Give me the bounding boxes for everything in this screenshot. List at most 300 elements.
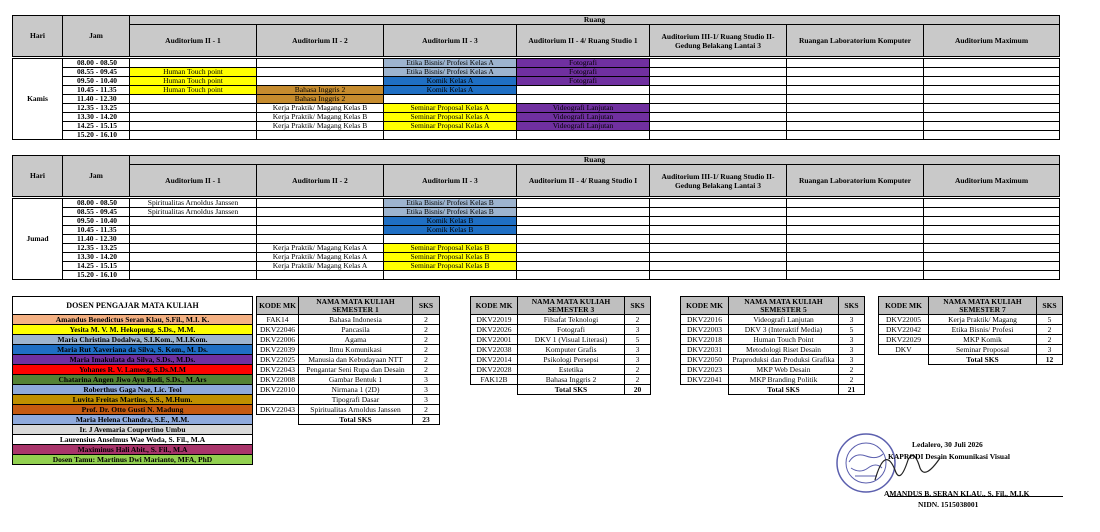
course-table-semester-3: [470, 296, 651, 395]
course-sks: 2: [413, 355, 440, 365]
lecturer-name: Roberthus Gaga Nae, Lic. Teol: [13, 385, 253, 395]
schedule-cell: [924, 59, 1060, 68]
room-header: Auditorium II - 4/ Ruang Studio 1: [517, 25, 650, 57]
schedule-cell: [130, 253, 257, 262]
course-sks: 5: [1037, 315, 1063, 325]
lecturer-name: Maria Helena Chandra, S.E., M.M.: [13, 415, 253, 425]
schedule-cell: Spiritualitas Arnoldus Janssen: [130, 208, 257, 217]
schedule-cell: Seminar Proposal Kelas A: [384, 122, 517, 131]
course-sks: 3: [839, 315, 865, 325]
room-header: Auditorium II - 2: [257, 165, 384, 197]
schedule-cell: [787, 262, 924, 271]
lecturer-name: Amandus Benedictus Seran Klau, S.Fil., M.I. K.: [13, 315, 253, 325]
course-code: [257, 395, 299, 405]
schedule-cell: [650, 244, 787, 253]
schedule-cell: Komik Kelas A: [384, 77, 517, 86]
schedule-cell: [130, 104, 257, 113]
schedule-cell: Komik Kelas B: [384, 217, 517, 226]
schedule-cell: [130, 95, 257, 104]
time-slot: 11.40 - 12.30: [63, 235, 130, 244]
total-empty: [879, 355, 929, 365]
room-header: Ruangan Laboratorium Komputer: [787, 165, 924, 197]
course-row: [681, 315, 865, 325]
course-sks: 2: [413, 345, 440, 355]
schedule-cell: Fotografi: [517, 77, 650, 86]
schedule-cell: [384, 95, 517, 104]
course-sks: 2: [413, 405, 440, 415]
total-empty: [471, 385, 518, 395]
course-name: Manusia dan Kebudayaan NTT: [299, 355, 413, 365]
schedule-cell: [650, 131, 787, 140]
course-code: DKV22042: [879, 325, 929, 335]
course-name: DKV 3 (Interaktif Media): [729, 325, 839, 335]
course-code: DKV22039: [257, 345, 299, 355]
lecturer-name: Ir. J Avemaria Coupertino Umbu: [13, 425, 253, 435]
course-name: Psikologi Persepsi: [518, 355, 625, 365]
schedule-cell: [924, 271, 1060, 280]
course-sks: 2: [413, 365, 440, 375]
course-code: DKV22014: [471, 355, 518, 365]
lecturer-row: [13, 415, 253, 425]
lecturer-row: [13, 425, 253, 435]
schedule-cell: [650, 199, 787, 208]
schedule-cell: [257, 271, 384, 280]
schedule-cell: [257, 59, 384, 68]
course-row: [471, 365, 651, 375]
course-code: DKV22006: [257, 335, 299, 345]
time-slot: 13.30 - 14.20: [63, 253, 130, 262]
course-row: [471, 345, 651, 355]
lecturer-name: Yohanes R. V. Lamesg, S.Ds.M.M: [13, 365, 253, 375]
course-row: [257, 345, 440, 355]
course-header-row: [471, 297, 651, 315]
schedule-row: [13, 208, 1060, 217]
schedule-cell: Etika Bisnis/ Profesi Kelas A: [384, 59, 517, 68]
signature-place-date: Ledalero, 30 Juli 2026: [912, 440, 983, 449]
time-slot: 13.30 - 14.20: [63, 113, 130, 122]
schedule-cell: [924, 77, 1060, 86]
schedule-cell: [517, 253, 650, 262]
course-sks: 3: [413, 395, 440, 405]
schedule-cell: [787, 226, 924, 235]
schedule-cell: [650, 217, 787, 226]
hari-header: Hari: [13, 16, 63, 57]
lecturer-name: Dosen Tamu: Martinus Dwi Marianto, MFA, PhD: [13, 455, 253, 465]
course-name: Metodologi Riset Desain: [729, 345, 839, 355]
signature-underline: [888, 496, 1063, 497]
course-row: [257, 395, 440, 405]
course-name: Gambar Bentuk 1: [299, 375, 413, 385]
schedule-cell: [650, 226, 787, 235]
schedule-row: [13, 86, 1060, 95]
schedule-cell: [924, 217, 1060, 226]
time-slot: 12.35 - 13.25: [63, 244, 130, 253]
course-name: MKP Branding Politik: [729, 375, 839, 385]
course-sks: 2: [625, 365, 651, 375]
schedule-cell: Komik Kelas A: [384, 86, 517, 95]
time-slot: 09.50 - 10.40: [63, 217, 130, 226]
total-value: 12: [1037, 355, 1063, 365]
kode-header: KODE MK: [257, 297, 299, 315]
lecturer-name: Maria Imakulata da Silva, S.Ds., M.Ds.: [13, 355, 253, 365]
course-row: [471, 325, 651, 335]
nama-title: NAMA MATA KULIAH: [531, 296, 611, 306]
time-slot: 15.20 - 16.10: [63, 131, 130, 140]
course-sks: 2: [1037, 335, 1063, 345]
course-row: [681, 345, 865, 355]
schedule-cell: [650, 271, 787, 280]
course-name: Filsafat Teknologi: [518, 315, 625, 325]
course-row: [257, 325, 440, 335]
schedule-cell: Videografi Lanjutan: [517, 104, 650, 113]
schedule-cell: [517, 244, 650, 253]
course-sks: 3: [413, 375, 440, 385]
course-row: [257, 335, 440, 345]
sks-header: SKS: [413, 297, 440, 315]
lecturer-row: [13, 385, 253, 395]
course-row: [257, 355, 440, 365]
course-row: [257, 405, 440, 415]
schedule-cell: [924, 86, 1060, 95]
total-empty: [257, 415, 299, 425]
schedule-cell: [650, 208, 787, 217]
schedule-cell: Etika Bisnis/ Profesi Kelas B: [384, 199, 517, 208]
course-code: FAK14: [257, 315, 299, 325]
lecturer-row: [13, 365, 253, 375]
schedule-row: [13, 244, 1060, 253]
lecturer-row: [13, 325, 253, 335]
course-row: [681, 375, 865, 385]
course-row: [257, 375, 440, 385]
total-value: 21: [839, 385, 865, 395]
course-name: Praproduksi dan Produksi Grafika: [729, 355, 839, 365]
lecturer-row: [13, 335, 253, 345]
course-sks: 3: [1037, 345, 1063, 355]
room-header: Auditorium II - 2: [257, 25, 384, 57]
lecturer-name: Yesita M. V. M. Hekopung, S.Ds., M.M.: [13, 325, 253, 335]
schedule-cell: [787, 199, 924, 208]
schedule-cell: Spiritualitas Arnoldus Janssen: [130, 199, 257, 208]
total-value: 23: [413, 415, 440, 425]
room-header: Auditorium II - 3: [384, 165, 517, 197]
course-row: [879, 335, 1063, 345]
hari-header: Hari: [13, 156, 63, 197]
schedule-row: [13, 131, 1060, 140]
schedule-cell: [130, 244, 257, 253]
lecturer-name: Maximinus Hali Abit., S. Fil., M.A: [13, 445, 253, 455]
course-table-semester-5: [680, 296, 865, 395]
schedule-cell: [787, 95, 924, 104]
time-slot: 15.20 - 16.10: [63, 271, 130, 280]
course-name: Bahasa Indonesia: [299, 315, 413, 325]
schedule-cell: Etika Bisnis/ Profesi Kelas B: [384, 208, 517, 217]
schedule-cell: [130, 235, 257, 244]
total-label: Total SKS: [729, 385, 839, 395]
course-name: Fotografi: [518, 325, 625, 335]
course-name: Etika Bisnis/ Profesi: [929, 325, 1037, 335]
course-row: [681, 325, 865, 335]
schedule-cell: Kerja Praktik/ Magang Kelas B: [257, 122, 384, 131]
course-header-row: [879, 297, 1063, 315]
time-slot: 08.55 - 09.45: [63, 208, 130, 217]
nama-title: NAMA MATA KULIAH: [943, 296, 1022, 306]
schedule-cell: Human Touch point: [130, 77, 257, 86]
schedule-cell: [924, 262, 1060, 271]
room-header: Auditorium II - 4/ Ruang Studio I: [517, 165, 650, 197]
course-code: DKV22010: [257, 385, 299, 395]
schedule-cell: [787, 68, 924, 77]
course-sks: 3: [413, 385, 440, 395]
course-code: DKV22038: [471, 345, 518, 355]
schedule-cell: [787, 86, 924, 95]
schedule-cell: Kerja Praktik/ Magang Kelas B: [257, 104, 384, 113]
course-name: Human Touch Point: [729, 335, 839, 345]
course-row: [879, 325, 1063, 335]
lecturer-row: [13, 405, 253, 415]
course-code: DKV: [879, 345, 929, 355]
course-row: [681, 365, 865, 375]
lecturer-name: Maria Rut Xaveriana da Silva, S. Kom., M. Ds.: [13, 345, 253, 355]
schedule-cell: [650, 95, 787, 104]
schedule-cell: [924, 104, 1060, 113]
room-header: Ruangan Laboratorium Komputer: [787, 25, 924, 57]
course-code: DKV22003: [681, 325, 729, 335]
schedule-cell: [924, 253, 1060, 262]
schedule-cell: Kerja Praktik/ Magang Kelas A: [257, 253, 384, 262]
schedule-row: [13, 262, 1060, 271]
schedule-cell: [787, 122, 924, 131]
course-sks: 3: [839, 355, 865, 365]
kode-header: KODE MK: [879, 297, 929, 315]
lecturer-row: [13, 395, 253, 405]
schedule-cell: Videografi Lanjutan: [517, 122, 650, 131]
schedule-row: [13, 235, 1060, 244]
course-name: Kerja Praktik/ Magang: [929, 315, 1037, 325]
course-row: [471, 315, 651, 325]
schedule-cell: [130, 131, 257, 140]
schedule-cell: [924, 122, 1060, 131]
schedule-cell: [787, 131, 924, 140]
jam-header: Jam: [63, 16, 130, 57]
day-label: Kamis: [13, 59, 63, 140]
course-name: MKP Komik: [929, 335, 1037, 345]
schedule-cell: Etika Bisnis/ Profesi Kelas A: [384, 68, 517, 77]
course-code: DKV22019: [471, 315, 518, 325]
time-slot: 11.40 - 12.30: [63, 95, 130, 104]
time-slot: 14.25 - 15.15: [63, 262, 130, 271]
schedule-cell: Komik Kelas B: [384, 226, 517, 235]
schedule-row: [13, 271, 1060, 280]
course-name: Nirmana 1 (2D): [299, 385, 413, 395]
schedule-cell: [650, 77, 787, 86]
course-name: DKV 1 (Visual Literasi): [518, 335, 625, 345]
course-code: DKV22026: [471, 325, 518, 335]
room-header: Auditorium Maximum: [924, 25, 1060, 57]
signature-nidn: NIDN. 1515038001: [918, 500, 979, 509]
schedule-cell: [787, 235, 924, 244]
schedule-row: [13, 104, 1060, 113]
room-header: Auditorium III-1/ Ruang Studio II- Gedung Belakang Lantai 3: [650, 25, 787, 57]
course-code: DKV22025: [257, 355, 299, 365]
sks-header: SKS: [839, 297, 865, 315]
schedule-row: [13, 59, 1060, 68]
kode-header: KODE MK: [471, 297, 518, 315]
signature-role: KAPRODI Desain Komunikasi Visual: [888, 452, 1010, 461]
schedule-cell: Kerja Praktik/ Magang Kelas A: [257, 262, 384, 271]
time-slot: 08.00 - 08.50: [63, 59, 130, 68]
course-name: Ilmu Komunikasi: [299, 345, 413, 355]
time-slot: 10.45 - 11.35: [63, 86, 130, 95]
room-header: Auditorium III-1/ Ruang Studio II- Gedung Belakang Lantai 3: [650, 165, 787, 197]
course-table-semester-1: [256, 296, 440, 425]
room-header: Auditorium II - 1: [130, 25, 257, 57]
course-code: DKV22008: [257, 375, 299, 385]
course-row: [681, 335, 865, 345]
schedule-cell: [130, 226, 257, 235]
course-name: Komputer Grafis: [518, 345, 625, 355]
course-row: [471, 335, 651, 345]
total-label: Total SKS: [929, 355, 1037, 365]
course-sks: 3: [625, 345, 651, 355]
schedule-cell: [517, 235, 650, 244]
room-header: Auditorium II - 1: [130, 165, 257, 197]
course-row: [471, 355, 651, 365]
course-code: DKV22043: [257, 365, 299, 375]
course-sks: 3: [839, 335, 865, 345]
lecturer-row: [13, 375, 253, 385]
course-row: [471, 375, 651, 385]
schedule-cell: [130, 113, 257, 122]
schedule-cell: [384, 131, 517, 140]
course-code: DKV22029: [879, 335, 929, 345]
schedule-cell: Videografi Lanjutan: [517, 113, 650, 122]
schedule-cell: [787, 104, 924, 113]
schedule-cell: [924, 95, 1060, 104]
course-name: Estetika: [518, 365, 625, 375]
total-label: Total SKS: [299, 415, 413, 425]
course-code: DKV22041: [681, 375, 729, 385]
total-empty: [681, 385, 729, 395]
schedule-row: [13, 199, 1060, 208]
course-name: Seminar Proposal: [929, 345, 1037, 355]
total-row: [879, 355, 1063, 365]
schedule-cell: [517, 271, 650, 280]
schedule-cell: [130, 59, 257, 68]
schedule-cell: [924, 235, 1060, 244]
schedule-cell: [130, 262, 257, 271]
schedule-cell: [517, 262, 650, 271]
schedule-cell: [787, 253, 924, 262]
course-name: Spiritualitas Arnoldus Janssen: [299, 405, 413, 415]
course-name: Pengantar Seni Rupa dan Desain: [299, 365, 413, 375]
course-name: Bahasa Inggris 2: [518, 375, 625, 385]
course-code: DKV22005: [879, 315, 929, 325]
schedule-cell: [257, 199, 384, 208]
schedule-row: [13, 226, 1060, 235]
course-table-semester-7: [878, 296, 1063, 365]
schedule-cell: [257, 208, 384, 217]
schedule-cell: [650, 122, 787, 131]
schedule-cell: Bahasa Inggris 2: [257, 95, 384, 104]
total-label: Total SKS: [518, 385, 625, 395]
course-name: MKP Web Desain: [729, 365, 839, 375]
course-code: FAK12B: [471, 375, 518, 385]
schedule-cell: [257, 68, 384, 77]
nama-title: NAMA MATA KULIAH: [744, 296, 823, 306]
schedule-row: [13, 217, 1060, 226]
schedule-cell: [787, 77, 924, 86]
schedule-cell: [787, 217, 924, 226]
schedule-cell: [650, 113, 787, 122]
schedule-row: [13, 253, 1060, 262]
lecturer-row: [13, 445, 253, 455]
nama-header: [299, 297, 413, 315]
schedule-cell: Seminar Proposal Kelas A: [384, 113, 517, 122]
schedule-cell: [257, 217, 384, 226]
schedule-cell: Kerja Praktik/ Magang Kelas A: [257, 244, 384, 253]
semester-label: SEMESTER 7: [959, 304, 1006, 314]
room-header: Auditorium Maximum: [924, 165, 1060, 197]
course-code: DKV22018: [681, 335, 729, 345]
course-row: [257, 365, 440, 375]
course-sks: 2: [413, 325, 440, 335]
schedule-cell: [257, 226, 384, 235]
semester-label: SEMESTER 5: [760, 304, 807, 314]
course-code: DKV22028: [471, 365, 518, 375]
schedule-row: [13, 113, 1060, 122]
sks-header: SKS: [1037, 297, 1063, 315]
course-code: DKV22046: [257, 325, 299, 335]
course-code: DKV22031: [681, 345, 729, 355]
ruang-header: Ruang: [130, 16, 1060, 25]
lecturer-row: [13, 355, 253, 365]
total-row: [681, 385, 865, 395]
lecturer-row: [13, 315, 253, 325]
lecturer-name: Prof. Dr. Otto Gusti N. Madung: [13, 405, 253, 415]
course-sks: 2: [413, 335, 440, 345]
time-slot: 08.00 - 08.50: [63, 199, 130, 208]
time-slot: 12.35 - 13.25: [63, 104, 130, 113]
schedule-cell: [787, 59, 924, 68]
schedule-cell: [257, 235, 384, 244]
schedule-table-jumad: [12, 155, 1060, 280]
nama-header: [729, 297, 839, 315]
schedule-cell: [924, 113, 1060, 122]
day-label: Jumad: [13, 199, 63, 280]
lecturer-name: Laurensius Anselmus Wae Woda, S. Fil., M.A: [13, 435, 253, 445]
course-sks: 2: [839, 365, 865, 375]
room-header: Auditorium II - 3: [384, 25, 517, 57]
schedule-table-kamis: [12, 15, 1060, 140]
lecturer-row: [13, 345, 253, 355]
course-sks: 2: [625, 375, 651, 385]
course-code: DKV22001: [471, 335, 518, 345]
schedule-cell: [517, 86, 650, 95]
schedule-cell: [650, 68, 787, 77]
nama-header: [929, 297, 1037, 315]
semester-label: SEMESTER 3: [547, 304, 595, 314]
schedule-cell: [517, 199, 650, 208]
schedule-cell: Seminar Proposal Kelas A: [384, 104, 517, 113]
schedule-cell: Fotografi: [517, 59, 650, 68]
schedule-cell: [130, 122, 257, 131]
lecturer-table: [12, 296, 253, 465]
nama-header: [518, 297, 625, 315]
schedule-cell: [924, 199, 1060, 208]
schedule-cell: [650, 253, 787, 262]
time-slot: 08.55 - 09.45: [63, 68, 130, 77]
course-row: [681, 355, 865, 365]
